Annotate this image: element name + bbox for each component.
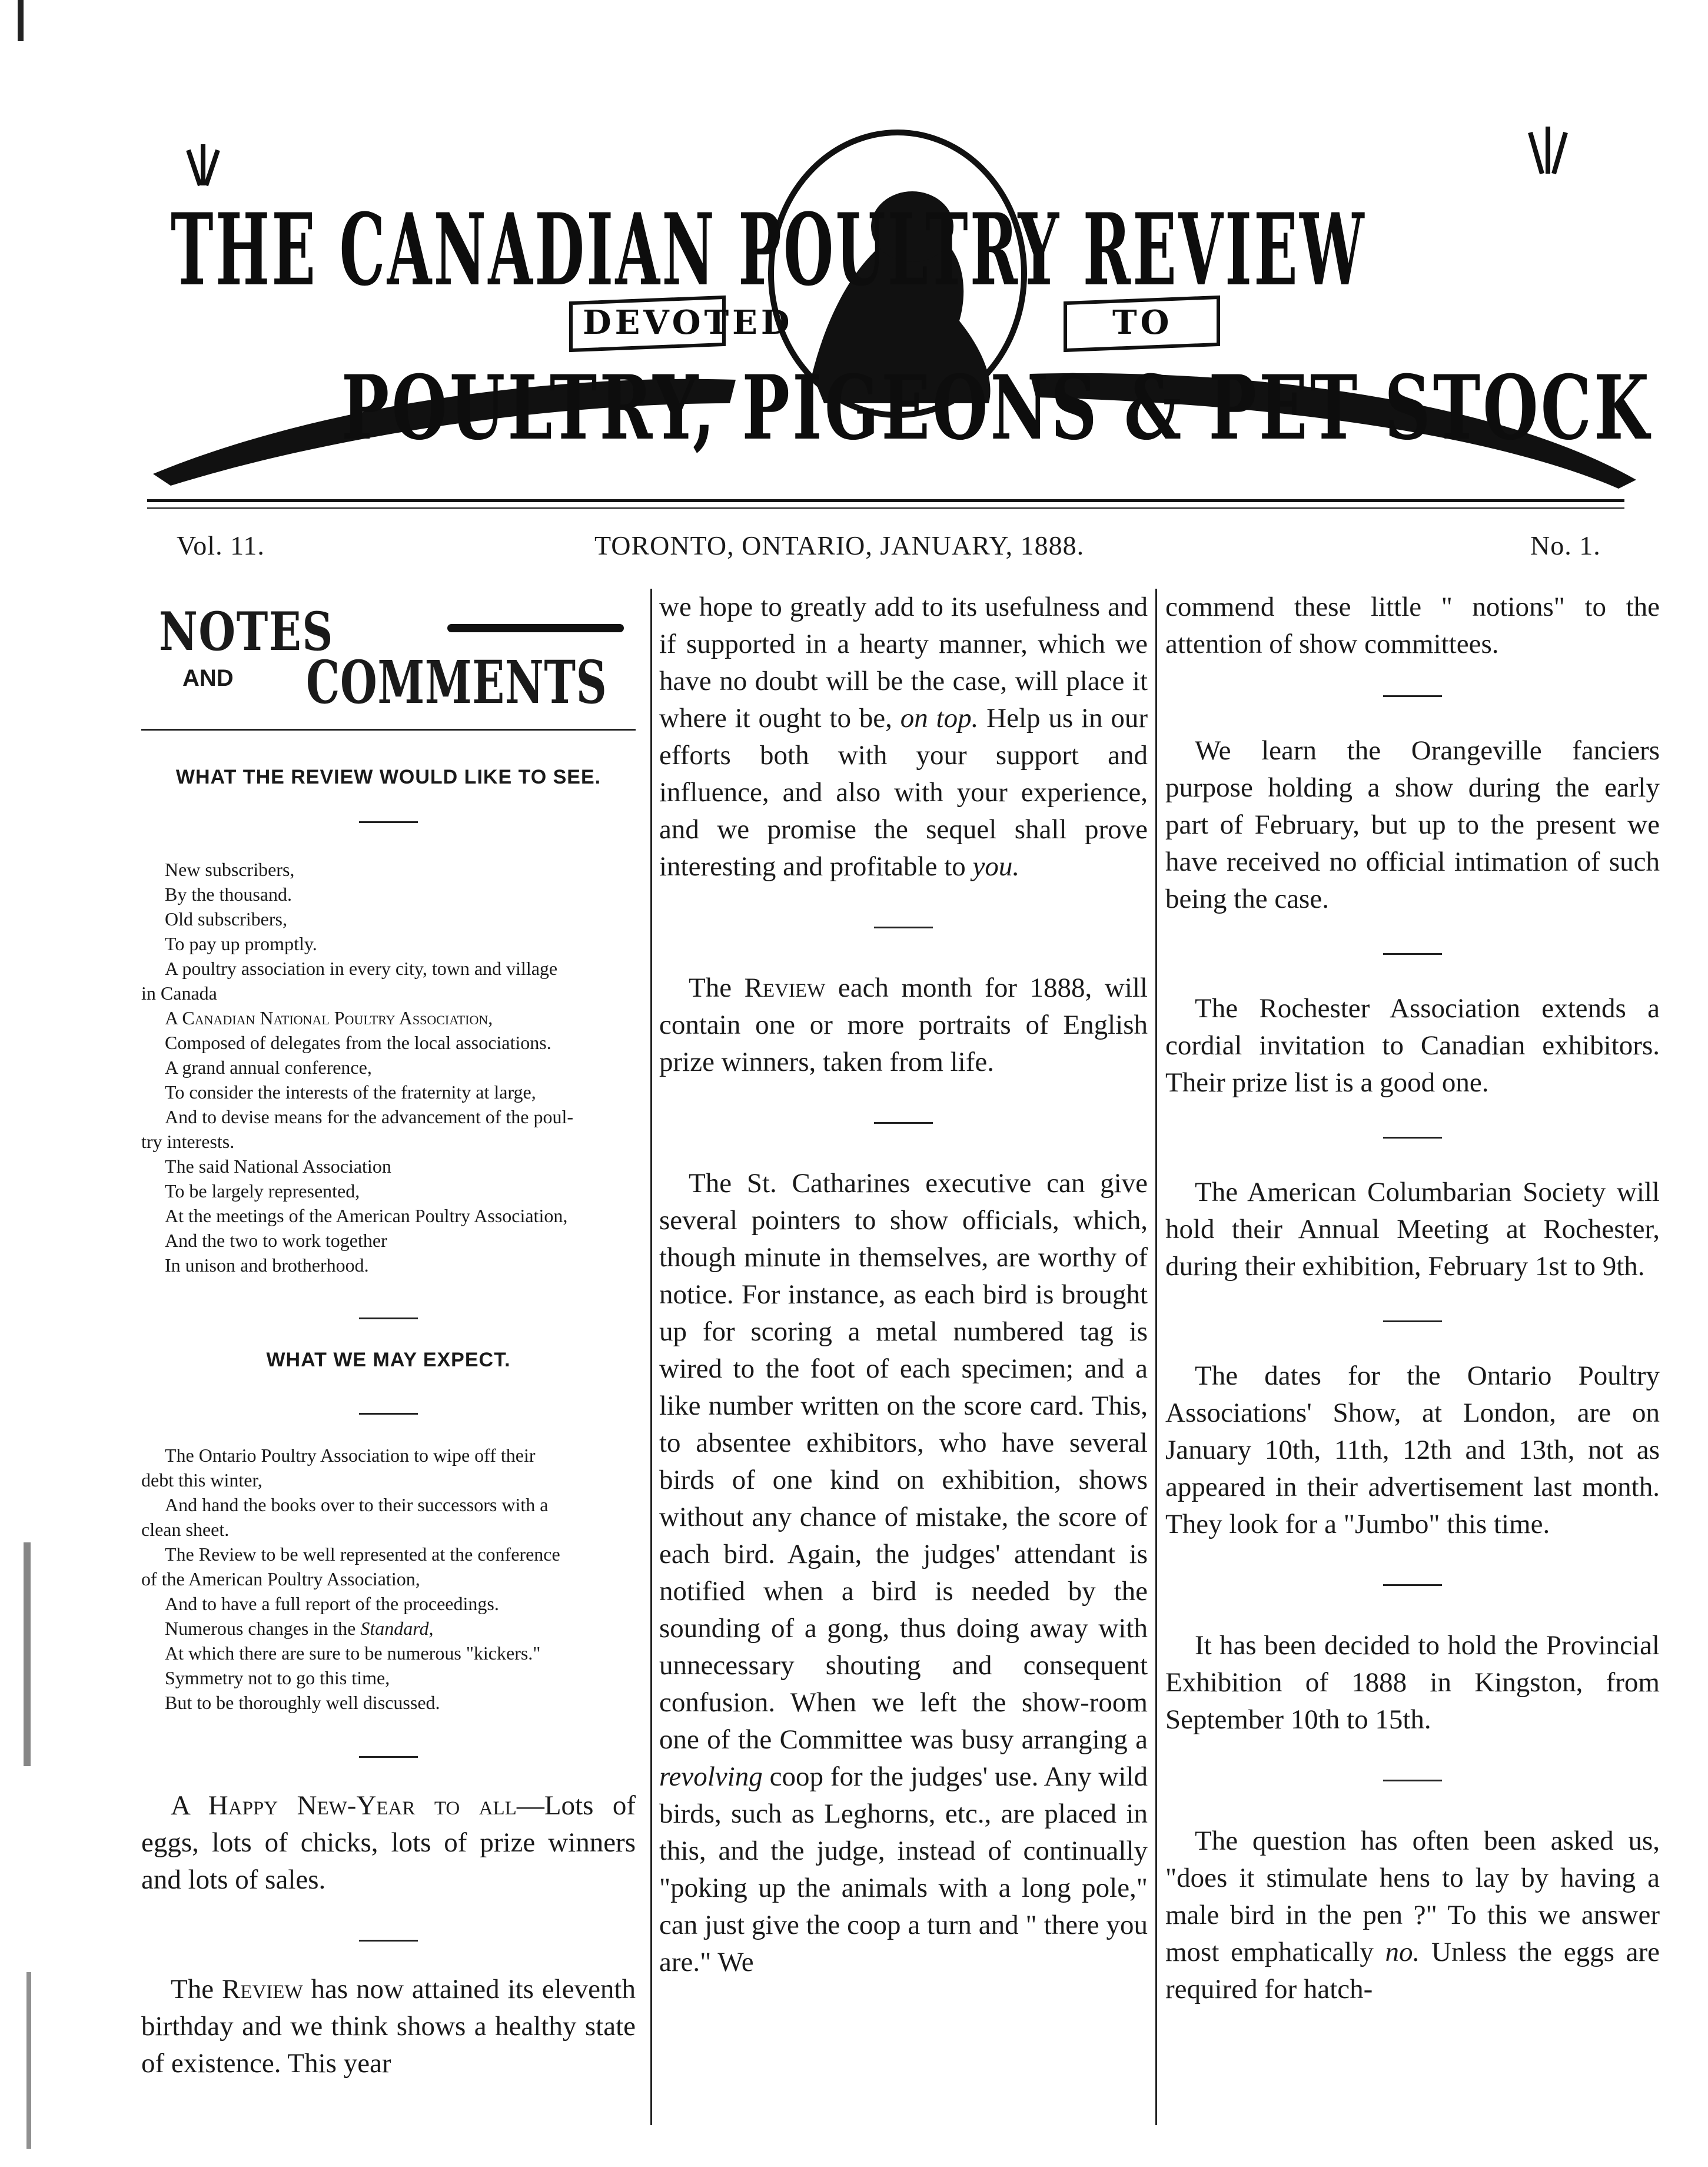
list-item xyxy=(141,1492,636,1517)
list-item xyxy=(141,1129,636,1154)
text: Help us in our efforts both with your support and influence, and also with your experience, and we promise the sequel shall prove interesting and profitable to xyxy=(659,703,1148,882)
list-item xyxy=(141,956,636,981)
list-item-text: To pay up promptly. xyxy=(165,933,317,954)
list-item xyxy=(141,1567,636,1591)
volume-number: Vol. 11. xyxy=(177,530,265,560)
st-catharines-paragraph xyxy=(659,1165,1148,1981)
list-item xyxy=(141,1616,636,1641)
column-3 xyxy=(1165,589,1660,2143)
list-item-text: But to be thoroughly well discussed. xyxy=(165,1692,440,1713)
separator xyxy=(359,1413,418,1415)
list-item xyxy=(141,1154,636,1179)
list-item xyxy=(141,857,636,882)
list-item-text: Old subscribers, xyxy=(165,908,287,930)
columbarian-paragraph: The American Columbarian Society will hold their Annual Meeting at Rochester, during their exhibition, February 1st to 9th. xyxy=(1165,1177,1660,1282)
separator xyxy=(1383,1137,1442,1139)
list-item-text: try interests. xyxy=(141,1131,235,1152)
separator xyxy=(874,927,933,928)
male-bird-paragraph xyxy=(1165,1823,1660,2008)
list-item xyxy=(141,1179,636,1203)
masthead-title-line2: POULTRY, PIGEONS & PET STOCK xyxy=(341,356,1652,460)
logo-and: AND xyxy=(182,665,234,691)
list-item xyxy=(141,1253,636,1277)
logo-notes: NOTES xyxy=(159,600,334,663)
separator xyxy=(359,1756,418,1758)
notions-paragraph: commend these little " notions" to the attention of show committees. xyxy=(1165,592,1660,659)
list-item-text: in Canada xyxy=(141,983,217,1004)
new-year-rest: —Lots of eggs, lots of chicks, lots of prize winners and lots of sales. xyxy=(141,1790,636,1895)
list-item-text: In unison and brotherhood. xyxy=(165,1255,369,1276)
list-item xyxy=(141,1443,636,1468)
list-item xyxy=(141,1030,636,1055)
separator xyxy=(359,1318,418,1319)
list-item xyxy=(141,882,636,907)
list-item xyxy=(141,1228,636,1253)
list-item xyxy=(141,1468,636,1492)
list-item-text: The Review to be well represented at the conference xyxy=(165,1544,560,1565)
provincial-exhibition-paragraph: It has been decided to hold the Provincial Exhibition of 1888 in Kingston, from September 10th to 15th. xyxy=(1165,1630,1660,1735)
section-heading-what-we-may-expect: WHAT WE MAY EXPECT. xyxy=(266,1349,511,1371)
list-item-text: clean sheet. xyxy=(141,1519,230,1540)
list-item xyxy=(141,1542,636,1567)
list-item xyxy=(141,1591,636,1616)
separator xyxy=(359,1940,418,1942)
list-item-text: And hand the books over to their successors with a xyxy=(165,1494,549,1515)
text: The question has often been asked us, "does it stimulate hens to lay by having a male bird in the pen ?" To this we answer most emphatically xyxy=(1165,1826,1660,1967)
new-year-paragraph xyxy=(141,1787,636,1899)
list-item-text: And to devise means for the advancement of the poul- xyxy=(165,1106,573,1127)
list-item-text: Symmetry not to go this time, xyxy=(165,1667,390,1688)
list-item-text: A Canadian National Poultry Association, xyxy=(165,1007,493,1028)
scan-edge-mark xyxy=(26,1972,31,2149)
list-item-emphasis: Standard, xyxy=(360,1618,434,1639)
list-item-text: Composed of delegates from the local associations. xyxy=(165,1032,551,1053)
list-item xyxy=(141,1690,636,1715)
column-1 xyxy=(141,589,636,2143)
wishlist xyxy=(141,857,636,1277)
text: coop for the judges' use. Any wild birds, such as Leghorns, etc., are placed in this, and the judge, instead of continually "poking up the animals with a long pole," can just give the coop a turn and " there you are." We xyxy=(659,1761,1148,1977)
issue-number: No. 1. xyxy=(1530,530,1601,560)
scan-edge-mark xyxy=(18,0,24,41)
list-item-text: Numerous changes in the xyxy=(165,1618,356,1639)
list-item-text: The Ontario Poultry Association to wipe off their xyxy=(165,1445,536,1466)
list-item xyxy=(141,1517,636,1542)
text: Unless the eggs are required for hatch- xyxy=(1165,1937,1660,2005)
review-word: Review xyxy=(221,1974,303,2005)
review-birthday-paragraph xyxy=(141,1971,636,2082)
text: The xyxy=(171,1974,222,2005)
list-item-text: At the meetings of the American Poultry Association, xyxy=(165,1205,568,1226)
text: The St. Catharines executive can give several pointers to show officials, which, though minute in themselves, are worthy of notice. For instance, as each bird is brought up for scoring a metal numbered tag is wired to the foot of each specimen; and a like number written on the score card. This, to absentee exhibitors, who have several birds of one kind on exhibition, shows without any chance of mistake, the score of each bird. Again, the judges' attendant is notified when a bird is needed by the sounding of a gong, thus doing away with unnecessary shouting and consequent confusion. When we left the show-room one of the Committee was busy arranging a xyxy=(659,1168,1148,1755)
logo-rule xyxy=(141,729,636,731)
orangeville-paragraph: We learn the Orangeville fanciers purpose holding a show during the early part of February, but up to the present we have received no official intimation of such being the case. xyxy=(1165,735,1660,914)
list-item xyxy=(141,981,636,1005)
expectations-list xyxy=(141,1443,636,1715)
masthead-devoted-label: DEVOTED xyxy=(583,303,793,342)
list-item xyxy=(141,1203,636,1228)
london-show-paragraph: The dates for the Ontario Poultry Associations' Show, at London, are on January 10th, 11th, 12th and 13th, not as appeared in their advertisement last month. They look for a "Jumbo" this time. xyxy=(1165,1360,1660,1539)
list-item xyxy=(141,1055,636,1080)
separator xyxy=(1383,1584,1442,1586)
column-rule xyxy=(1155,589,1157,2125)
masthead-rule-thin xyxy=(147,507,1624,509)
list-item-text: A grand annual conference, xyxy=(165,1057,372,1078)
list-item xyxy=(141,907,636,931)
list-item xyxy=(141,1665,636,1690)
portraits-paragraph xyxy=(659,970,1148,1081)
new-year-caps: A Happy New-Year to all xyxy=(171,1790,517,1821)
list-item-text: And the two to work together xyxy=(165,1230,387,1251)
list-item-text: By the thousand. xyxy=(165,884,292,905)
emphasis: no. xyxy=(1385,1937,1420,1967)
list-item-text: debt this winter, xyxy=(141,1469,262,1491)
list-item xyxy=(141,931,636,956)
logo-comments: COMMENTS xyxy=(306,648,607,717)
masthead-title-line1: THE CANADIAN POULTRY REVIEW xyxy=(171,191,1367,308)
review-word: Review xyxy=(744,973,826,1003)
masthead xyxy=(147,127,1654,492)
list-item-text: To consider the interests of the fraternity at large, xyxy=(165,1081,536,1103)
list-item xyxy=(141,1641,636,1665)
text: each month for 1888, will contain one or more portraits of English prize winners, taken from life. xyxy=(659,973,1148,1077)
list-item-text: A poultry association in every city, town and village xyxy=(165,958,558,979)
list-item-text: The said National Association xyxy=(165,1156,391,1177)
separator xyxy=(1383,953,1442,955)
text: The xyxy=(689,973,745,1003)
issue-place-date: TORONTO, ONTARIO, JANUARY, 1888. xyxy=(594,530,1085,560)
separator xyxy=(1383,695,1442,697)
usefulness-paragraph xyxy=(659,589,1148,885)
list-item-text: At which there are sure to be numerous "kickers." xyxy=(165,1642,541,1664)
list-item xyxy=(141,1005,636,1030)
list-item-text: of the American Poultry Association, xyxy=(141,1568,420,1589)
emphasis: you. xyxy=(972,851,1020,882)
list-item xyxy=(141,1080,636,1104)
text: has now attained its eleventh birthday and we think shows a healthy state of existence. This year xyxy=(141,1974,636,2079)
emphasis: revolving xyxy=(659,1761,763,1792)
column-rule xyxy=(650,589,652,2125)
column-2 xyxy=(659,589,1148,2143)
separator xyxy=(1383,1320,1442,1322)
list-item-text: And to have a full report of the proceedings. xyxy=(165,1593,499,1614)
separator xyxy=(874,1122,933,1124)
list-item-text: To be largely represented, xyxy=(165,1180,360,1202)
list-item xyxy=(141,1104,636,1129)
masthead-to-label: TO xyxy=(1112,303,1173,342)
masthead-rule xyxy=(147,499,1624,502)
emphasis: on top. xyxy=(900,703,979,734)
list-item-text: New subscribers, xyxy=(165,859,295,880)
scan-edge-mark xyxy=(24,1542,31,1766)
rochester-paragraph: The Rochester Association extends a cordial invitation to Canadian exhibitors. Their prize list is a good one. xyxy=(1165,993,1660,1098)
pen-icon xyxy=(447,624,624,632)
section-heading-review-would-like: WHAT THE REVIEW WOULD LIKE TO SEE. xyxy=(175,766,602,788)
separator xyxy=(359,821,418,823)
separator xyxy=(1383,1780,1442,1781)
text: we hope to greatly add to its usefulness and if supported in a hearty manner, which we have no doubt will be the case, will place it where it ought to be, xyxy=(659,592,1148,734)
notes-and-comments-logo xyxy=(141,600,636,718)
